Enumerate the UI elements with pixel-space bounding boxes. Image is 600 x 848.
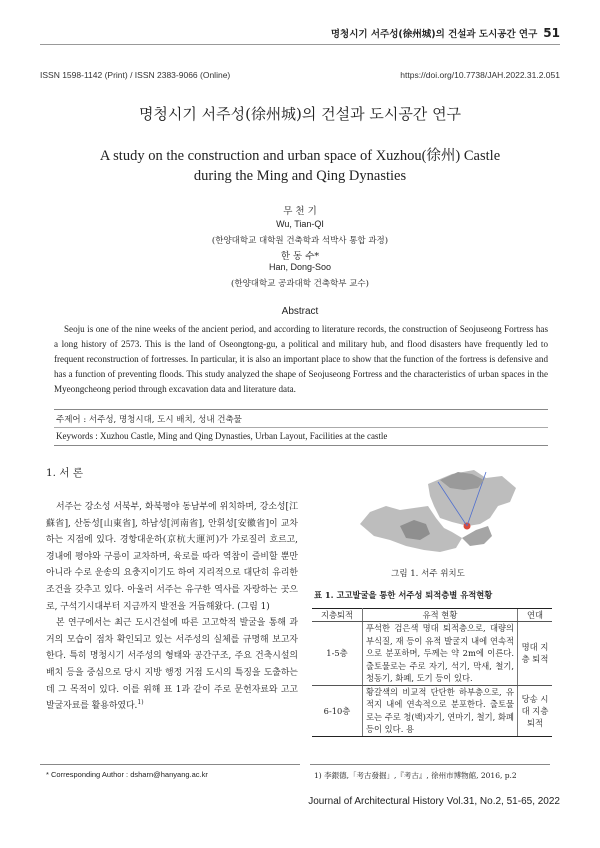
title-english [0, 146, 600, 186]
footnote-rule-right [310, 764, 550, 765]
table-row [312, 622, 552, 686]
row-content: 황갈색의 비교적 단단한 하부층으로, 유적지 내에 연속적으로 분포한다. 출토물로는 주로 청(백)자기, 연마기, 철기, 화폐 등이 있다. 용 [363, 685, 518, 736]
running-header-title: 명청시기 서주성(徐州城)의 건설과 도시공간 연구 [330, 29, 538, 40]
row-period: 명대 지층 퇴적 [518, 622, 553, 686]
footnote-1: 1) 李銀德,「考古發掘」,『考古』, 徐州市博物館, 2016, p.2 [314, 771, 517, 780]
journal-footer: Journal of Architectural History Vol.31, No.2, 51-65, 2022 [308, 796, 560, 807]
keywords-korean: 주제어 : 서주성, 명청시대, 도시 배치, 성내 건축물 [56, 415, 242, 425]
footnote-ref[interactable]: 1) [137, 699, 144, 707]
location-map-figure [340, 466, 530, 558]
table-caption: 표 1. 고고발굴을 통한 서주성 퇴적층별 유적현황 [314, 590, 493, 600]
abstract-text: Seoju is one of the nine weeks of the ancient period, and according to literature records, the construction of Seojuseong Fortress has a long history of 2573. This is the land of Oseongtong-gu, a political and military hub, and flood disasters have frequently led to frequent reconstruction of fortresses. In particular, it is also an important place to show that the function of the fortress is defensive and has a function of preventing floods. This study analyzed the shape of Seojuseong Fortress and the characteristics of urban spaces in the Myeongcheong period through excavation data and literature data. [54, 324, 548, 394]
title-korean: 명청시기 서주성(徐州城)의 건설과 도시공간 연구 [138, 105, 462, 123]
corresponding-author-note: * Corresponding Author : dsharn@hanyang.ac.kr [46, 770, 208, 779]
header-content: 유적 현황 [363, 609, 518, 622]
author2-name-english: Han, Dong-Soo [268, 262, 332, 272]
body-paragraph-1: 서주는 강소성 서북부, 화북평야 동남부에 위치하며, 강소성[江蘇省], 산동성[山東省], 하남성[河南省], 안휘성[安徽省]이 교차하는 지점에 있다. 경항대운하(京杭大運河)가 가로질러 흐르고, 경내에 평야와 구릉이 교차하며, 육로를 따라 역참이 즐비할 뿐만 아니라 수로 운송의 요충지이기도 하여 지리적으로 대단히 유리한 조건을 갖추고 있다. 아울러 서주는 유구한 역사를 자랑하는 곳으로, 구석기시대부터 지금까지 발전을 거듭해왔다. (그림 1) [46, 502, 298, 612]
header-rule [40, 44, 560, 45]
row-layer: 6-10층 [312, 685, 363, 736]
keywords-english: Keywords : Xuzhou Castle, Ming and Qing Dynasties, Urban Layout, Facilities at the castle [56, 431, 388, 441]
row-content: 푸석한 검은색 명대 퇴적층으로, 대량의 부식질, 재 등이 유적 발굴지 내에 연속적으로 분포하며, 두께는 약 2m에 이른다. 출토물로는 주로 자기, 석기, 막새, 철기, 청동기, 화폐, 도기 등이 있다. [363, 622, 518, 686]
abstract-heading: Abstract [281, 306, 319, 317]
keywords-rule-mid [54, 427, 548, 428]
title-english-line2: during the Ming and Qing Dynasties [193, 168, 407, 184]
author1-name-english: Wu, Tian-QI [276, 219, 324, 229]
section-heading: 1. 서 론 [46, 467, 83, 479]
row-period: 당송 시대 지층 퇴적 [518, 685, 553, 736]
title-english-line1: A study on the construction and urban space of Xuzhou(徐州) Castle [99, 148, 501, 164]
author2-name-korean: 한 동 수* [280, 251, 320, 262]
running-header [331, 26, 560, 40]
page-number: 51 [543, 26, 560, 40]
author1-name-korean: 무 천 기 [283, 206, 317, 217]
author1-affiliation: (한양대학교 대학원 건축학과 석박사 통합 과정) [211, 236, 389, 246]
row-layer: 1-5층 [312, 622, 363, 686]
issn: ISSN 1598-1142 (Print) / ISSN 2383-9066 (Online) [40, 70, 231, 80]
author2-affiliation: (한양대학교 공과대학 건축학부 교수) [231, 279, 369, 289]
body-paragraph-2-text: 본 연구에서는 최근 도시건설에 따른 고고학적 발굴을 통해 과거의 모습이 점차 확인되고 있는 서주성의 실체를 규명해 보고자 한다. 특히 명청시기 서주성의 형태와 공간구조, 주요 건축시설의 배치 등을 중심으로 당시 지방 행정 거점 도시의 특징을 도출하는데 그 목적이 있다. 이를 위해 표 1과 같이 주로 문헌자료와 고고 발굴자료를 활용하였다. [46, 618, 298, 712]
keywords-rule-top [54, 409, 548, 410]
keywords-rule-bottom [54, 445, 548, 446]
table-row [312, 685, 552, 736]
site-table [312, 608, 552, 737]
body-paragraph-2 [46, 615, 298, 715]
figure-caption: 그림 1. 서주 위치도 [391, 569, 465, 579]
body-text [46, 499, 298, 715]
footnote-rule-left [40, 764, 300, 765]
table-header-row [312, 609, 552, 622]
header-period: 연대 [518, 609, 553, 622]
header-layer: 지층퇴적 [312, 609, 363, 622]
doi-link[interactable]: https://doi.org/10.7738/JAH.2022.31.2.051 [400, 70, 560, 80]
